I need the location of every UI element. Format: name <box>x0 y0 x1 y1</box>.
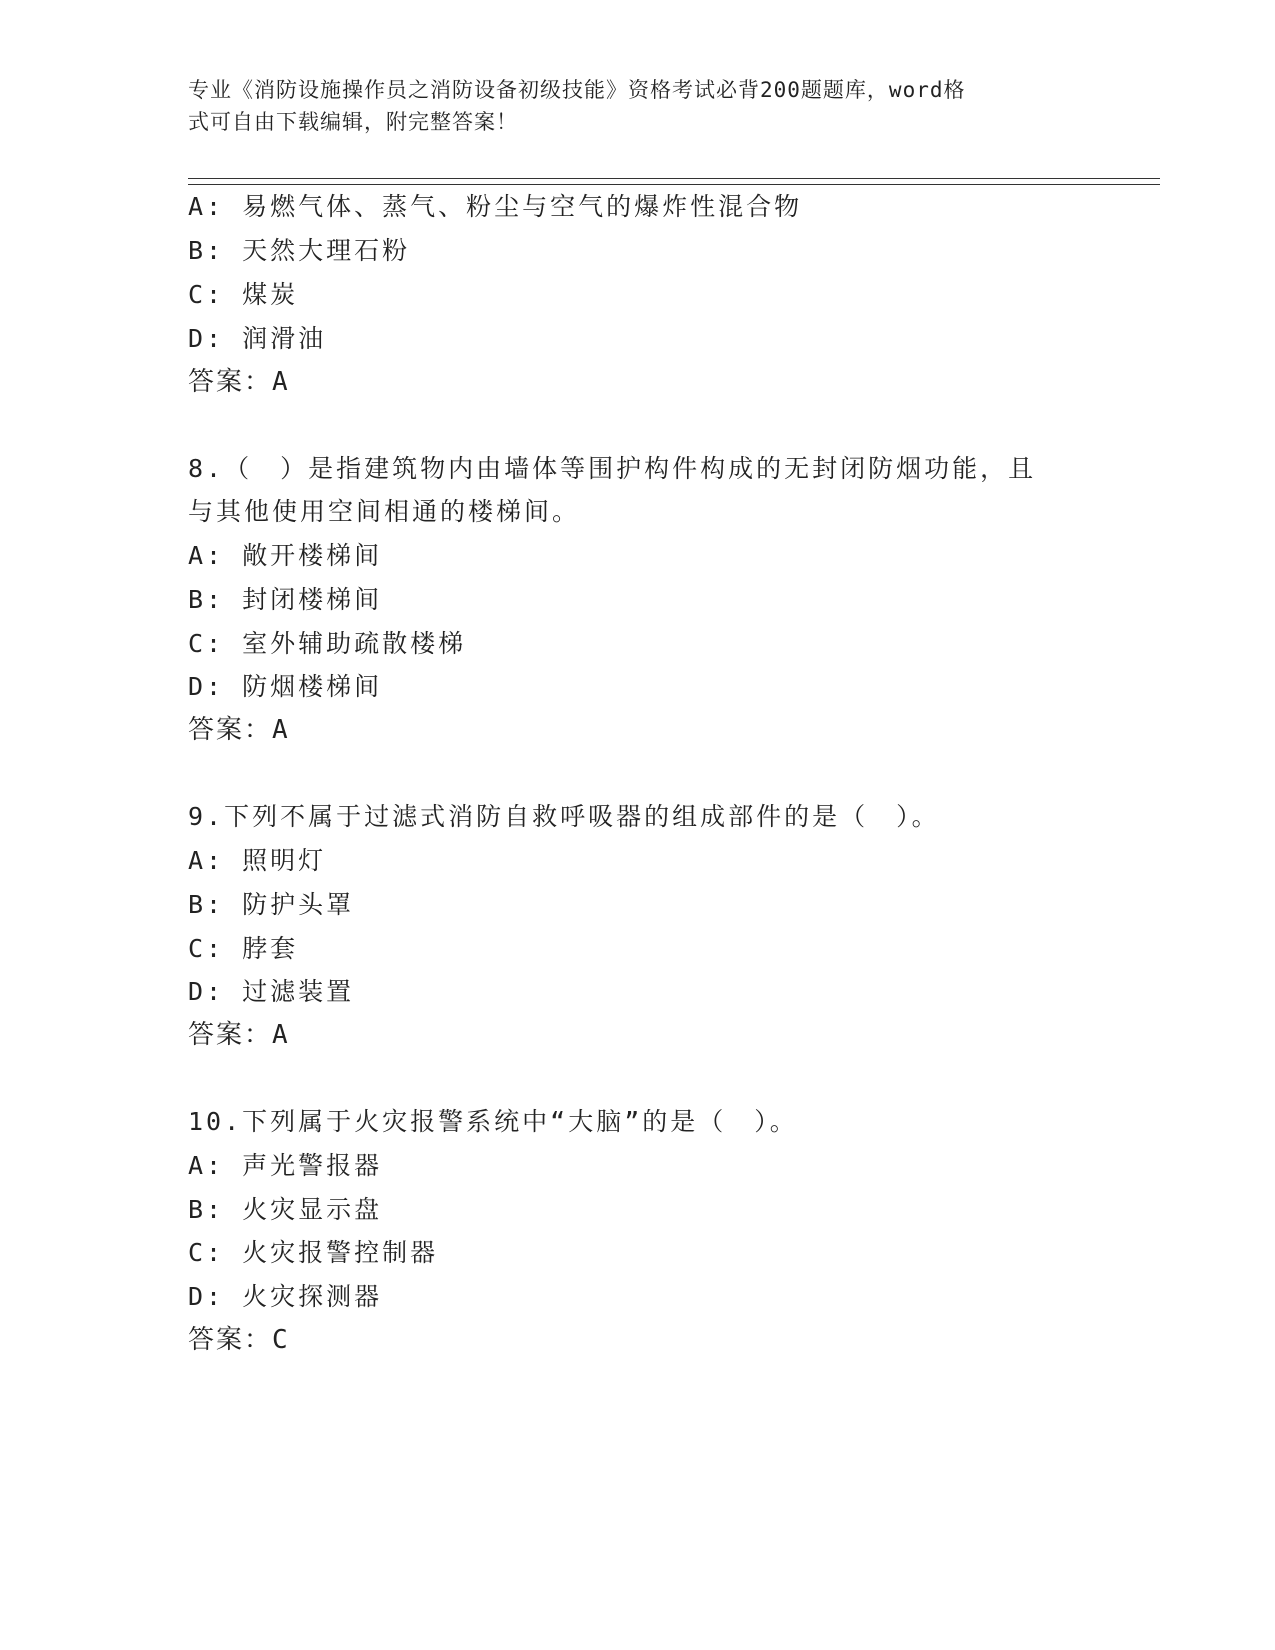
q10-answer <box>188 1323 290 1357</box>
answer-value: A <box>272 367 290 397</box>
answer-label: 答案： <box>188 367 273 397</box>
q7-option-d: D: 润滑油 <box>188 324 327 353</box>
answer-value: A <box>272 1020 290 1050</box>
q7-option-b: B: 天然大理石粉 <box>188 236 411 265</box>
q7-option-c: C: 煤炭 <box>188 280 299 309</box>
answer-label: 答案： <box>188 715 273 745</box>
answer-label: 答案： <box>188 1325 273 1355</box>
q10-option-b: B: 火灾显示盘 <box>188 1195 383 1224</box>
q8-option-d: D: 防烟楼梯间 <box>188 672 383 701</box>
q10-option-c: C: 火灾报警控制器 <box>188 1238 439 1267</box>
q7-answer <box>188 365 290 399</box>
q8-answer <box>188 713 290 747</box>
q9-option-a: A: 照明灯 <box>188 846 327 875</box>
q10-stem-line-1: 10.下列属于火灾报警系统中“大脑”的是（ ）。 <box>188 1107 798 1136</box>
answer-label: 答案： <box>188 1020 273 1050</box>
q9-option-c: C: 脖套 <box>188 934 299 963</box>
header-line-1: 专业《消防设施操作员之消防设备初级技能》资格考试必背200题题库，word格 <box>188 78 966 102</box>
header-divider-bottom <box>188 184 1160 185</box>
q10-option-d: D: 火灾探测器 <box>188 1282 383 1311</box>
answer-value: A <box>272 715 290 745</box>
q10-option-a: A: 声光警报器 <box>188 1151 383 1180</box>
q9-option-b: B: 防护头罩 <box>188 890 355 919</box>
header-line-2: 式可自由下载编辑，附完整答案！ <box>188 110 518 134</box>
document-header <box>188 74 1088 138</box>
q7-option-a: A: 易燃气体、蒸气、粉尘与空气的爆炸性混合物 <box>188 192 803 221</box>
q8-stem-line-1: 8.（ ）是指建筑物内由墙体等围护构件构成的无封闭防烟功能，且 <box>188 454 1037 483</box>
header-divider-top <box>188 178 1160 179</box>
q9-answer <box>188 1018 290 1052</box>
q8-option-c: C: 室外辅助疏散楼梯 <box>188 629 467 658</box>
q9-option-d: D: 过滤装置 <box>188 977 355 1006</box>
q8-option-a: A: 敞开楼梯间 <box>188 541 383 570</box>
q8-stem-line-2: 与其他使用空间相通的楼梯间。 <box>188 497 581 526</box>
q9-stem-line-1: 9.下列不属于过滤式消防自救呼吸器的组成部件的是（ ）。 <box>188 802 940 831</box>
q8-option-b: B: 封闭楼梯间 <box>188 585 383 614</box>
answer-value: C <box>272 1325 290 1355</box>
